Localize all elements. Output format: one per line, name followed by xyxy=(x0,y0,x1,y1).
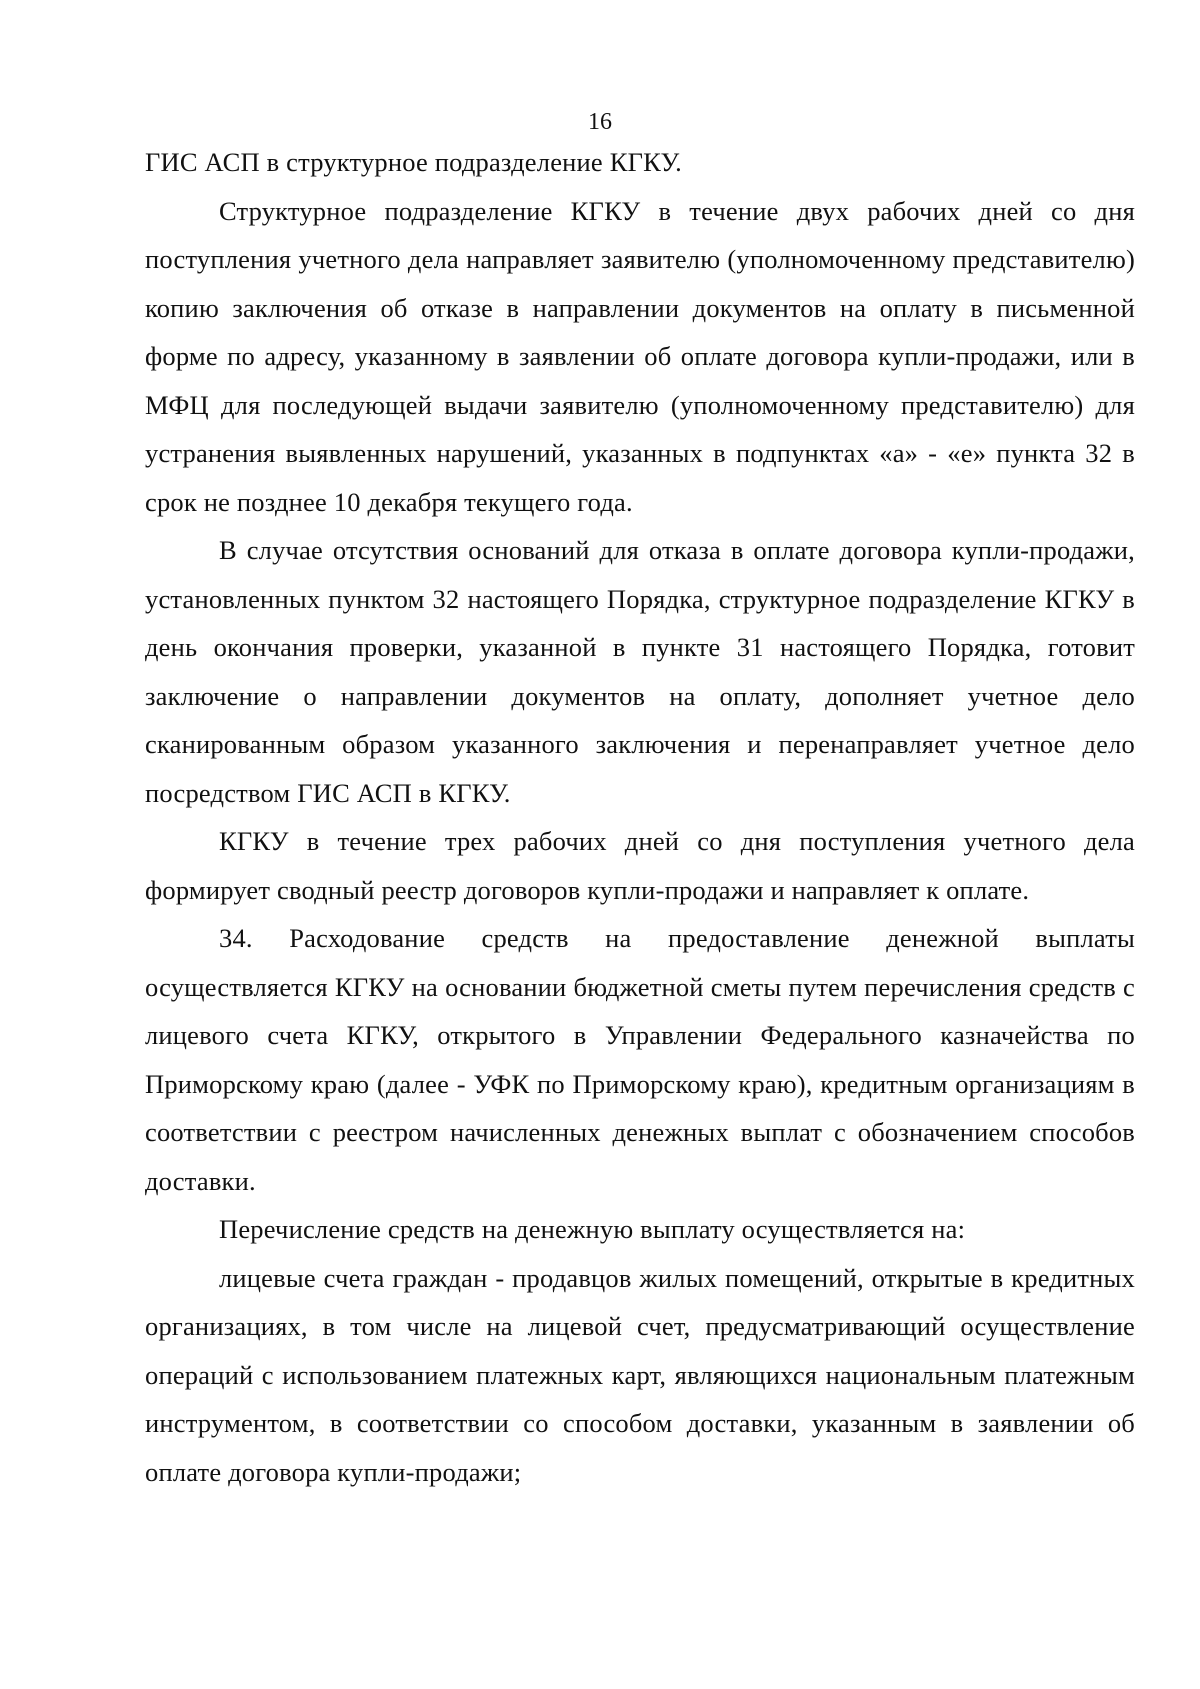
paragraph: В случае отсутствия оснований для отказа в оплате договора купли-продажи, установленных пунктом 32 настоящего Порядка, структурное подразделение КГКУ в день окончания проверки, указанной в пункте 31 настоящего Порядка, готовит заключение о направлении документов на оплату, дополняет учетное дело сканированным образом указанного заключения и перенаправляет учетное дело посредством ГИС АСП в КГКУ. xyxy=(145,535,1135,808)
paragraph: лицевые счета граждан - продавцов жилых помещений, открытые в кредитных организациях, в том числе на лицевой счет, предусматривающий осуществление операций с использованием платежных карт, являющихся национальным платежным инструментом, в соответствии со способом доставки, указанным в заявлении об оплате договора купли-продажи; xyxy=(145,1262,1135,1487)
paragraph-item-34: 34. Расходование средств на предоставление денежной выплаты осуществляется КГКУ на основании бюджетной сметы путем перечисления средств с лицевого счета КГКУ, открытого в Управлении Федерального казначейства по Приморскому краю (далее - УФК по Приморскому краю), кредитным организациям в соответствии с реестром начисленных денежных выплат с обозначением способов доставки. xyxy=(145,923,1135,1196)
paragraph: КГКУ в течение трех рабочих дней со дня поступления учетного дела формирует сводный реестр договоров купли-продажи и направляет к оплате. xyxy=(145,826,1135,905)
page-number: 16 xyxy=(588,109,612,135)
document-body xyxy=(145,138,1135,1496)
paragraph: Перечисление средств на денежную выплату осуществляется на: xyxy=(219,1214,966,1244)
paragraph-continuation: ГИС АСП в структурное подразделение КГКУ. xyxy=(145,147,682,177)
paragraph: Структурное подразделение КГКУ в течение двух рабочих дней со дня поступления учетного дела направляет заявителю (уполномоченному представителю) копию заключения об отказе в направлении документов на оплату в письменной форме по адресу, указанному в заявлении об оплате договора купли-продажи, или в МФЦ для последующей выдачи заявителю (уполномоченному представителю) для устранения выявленных нарушений, указанных в подпунктах «а» - «е» пункта 32 в срок не позднее 10 декабря текущего года. xyxy=(145,195,1135,517)
